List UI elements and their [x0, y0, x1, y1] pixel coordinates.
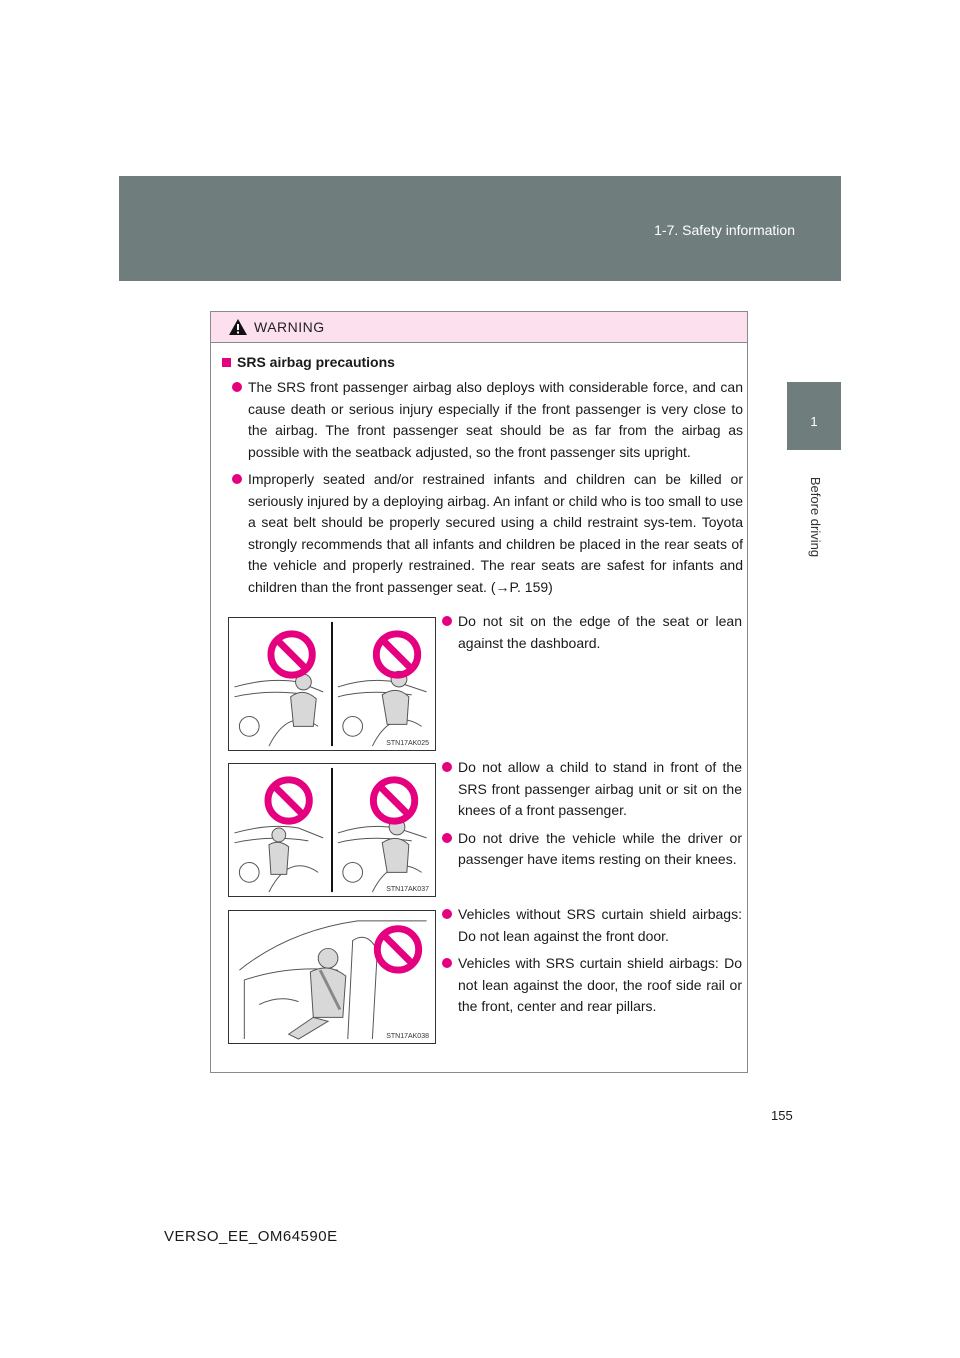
illustration-child-front	[228, 763, 436, 897]
square-bullet-icon	[222, 358, 231, 367]
bullet-dot-icon	[442, 762, 452, 772]
illustration-sit-edge	[228, 617, 436, 751]
figure-code: STN17AK025	[386, 740, 429, 747]
figure-code: STN17AK038	[386, 1033, 429, 1040]
bullet-dot-icon	[232, 474, 242, 484]
list-item: Do not allow a child to stand in front of the SRS front passenger airbag unit or sit on the knees of a front passenger.	[442, 757, 742, 822]
bullet-dot-icon	[442, 833, 452, 843]
figure-3-notes	[442, 904, 742, 1024]
bullet-dot-icon	[232, 382, 242, 392]
figure-1-notes	[442, 611, 742, 660]
list-item: The SRS front passenger airbag also deploys with considerable force, and can cause death or serious injury especially if the front passenger is very close to the airbag. The front passenger seat should be as far from the airbag as possible with the seatback adjusted, so the front passenger sits upright.	[232, 377, 743, 463]
list-item: Vehicles with SRS curtain shield airbags: Do not lean against the door, the roof side rail or the front, center and rear pillars.	[442, 953, 742, 1018]
list-item: Do not drive the vehicle while the driver or passenger have items resting on their knees.	[442, 828, 742, 871]
bullet-dot-icon	[442, 616, 452, 626]
header-band	[119, 176, 841, 281]
page-number: 155	[771, 1108, 793, 1123]
figure-2-notes	[442, 757, 742, 877]
bullet-dot-icon	[442, 958, 452, 968]
chapter-number: 1	[810, 414, 818, 429]
section-title: 1-7. Safety information	[654, 222, 795, 238]
document-code: VERSO_EE_OM64590E	[164, 1228, 338, 1245]
illustration-lean-door	[228, 910, 436, 1044]
warning-title: WARNING	[254, 319, 325, 335]
bullet-dot-icon	[442, 909, 452, 919]
chapter-tab	[787, 382, 841, 450]
figure-code: STN17AK037	[386, 886, 429, 893]
list-item: Do not sit on the edge of the seat or lean against the dashboard.	[442, 611, 742, 654]
warning-triangle-icon	[228, 318, 248, 336]
warning-box	[210, 311, 748, 1073]
precaution-list	[232, 377, 743, 604]
list-item: Vehicles without SRS curtain shield airbags: Do not lean against the front door.	[442, 904, 742, 947]
section-heading	[222, 354, 395, 370]
list-item: Improperly seated and/or restrained infants and children can be killed or seriously injured by a deploying airbag. An infant or child who is too small to use a seat belt should be properly secured using a child restraint sys-tem. Toyota strongly recommends that all infants and children be placed in the rear seats of the vehicle and properly restrained. The rear seats are safest for infants and children than the front passenger seat. (→P. 159)	[232, 469, 743, 598]
warning-header	[211, 312, 747, 343]
chapter-label: Before driving	[808, 476, 823, 558]
section-heading-text: SRS airbag precautions	[237, 354, 395, 370]
